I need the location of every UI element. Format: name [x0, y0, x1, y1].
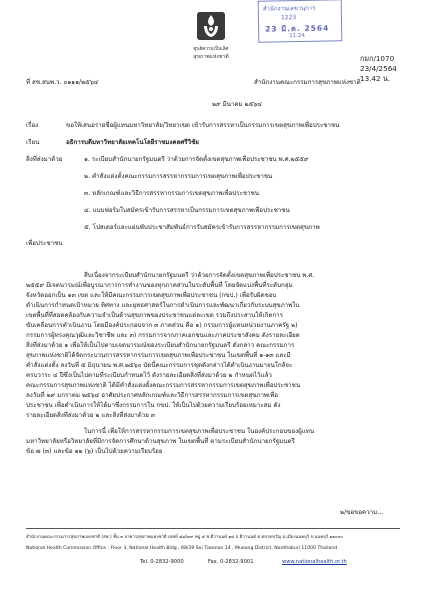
paragraph-line: มหาวิทยาลัยหรือวิทยาลัยที่มีการจัดการศึกษาด้านสุขภาพ ในเขตพื้นที่ ตามระเบียบสำนักนายกรัฐมนตรี [26, 438, 295, 445]
paragraph-line: คณะกรรมการสุขภาพแห่งชาติ ได้มีคำสั่งแต่งตั้งคณะกรรมการสรรหากรรมการเขตสุขภาพเพื่อประชาชน [26, 382, 301, 389]
handwritten-note [360, 54, 397, 84]
logo-text-line2: สุขภาพแห่งชาติ [193, 54, 229, 60]
received-stamp [258, 0, 343, 43]
recipient-text: อธิการบดีมหาวิทยาลัยเทคโนโลยีราชมงคลศรีวิชัย [66, 139, 199, 146]
paragraph-line: สุขภาพแห่งชาติได้จัดกระบวนการสรรหากรรมการเขตสุขภาพเพื่อประชาชน ในเขตพื้นที่ ๑-๑๓ และมี [26, 352, 291, 359]
paragraph-line: ลงวันที่ ๒๙ มกราคม ๒๕๖๔ อาศัยประกาศหลักเกณฑ์และวิธีการสรรหากรรมการเขตสุขภาพเพื่อ [26, 392, 278, 399]
enclosures-label: สิ่งที่ส่งมาด้วย [26, 156, 63, 163]
stamp-date: 23 มี.ค. 2564 [265, 23, 330, 34]
paragraph-line: สืบเนื่องจากระเบียบสำนักนายกรัฐมนตรี ว่าด้วยการจัดตั้งเขตสุขภาพเพื่อประชาชน พ.ศ. [84, 272, 315, 279]
enclosure-item: ๕. โปสเตอร์และแผ่นพับประชาสัมพันธ์การรับสมัครเข้ารับการสรรหากรรมการเขตสุขภาพ [84, 224, 320, 231]
footer-address-thai: สำนักงานคณะกรรมการสุขภาพแห่งชาติ (สช.) ชั้น ๓ อาคารสุขภาพแห่งชาติ เลขที่ ๘๘/๓๙ หมู่ ๔ ซ.ติวานนท์ ๑๔ ถ.ติวานนท์ ต.ตลาดขวัญ อ.เมืองนนทบุรี จ.นนทบุรี ๑๑๐๐๐ [26, 535, 343, 540]
subject-text: ขอให้เสนอรายชื่อผู้แทนมหาวิทยาลัย/วิทยาเขต เข้ารับการสรรหาเป็นกรรมการเขตสุขภาพเพื่อประชาชน [66, 122, 340, 129]
footer-divider [26, 528, 400, 529]
paragraph-line: ประชาชน เพื่อดำเนินการให้ได้มาซึ่งกรรมการใน กขป. ให้เป็นไปด้วยความเรียบร้อยเหมาะสม ดัง [26, 402, 281, 409]
document-number: ที่ สช.สนพ.ว. ๐๑๑๑/๒๕๖๔ [26, 79, 99, 86]
body-paragraph-1 [26, 271, 314, 421]
enclosure-item: ๒. คำสั่งแต่งตั้งคณะกรรมการสรรหากรรมการเขตสุขภาพเพื่อประชาชน [84, 173, 273, 180]
stamp-number: 1223 [280, 14, 297, 22]
paragraph-line: ขับเคลื่อนการดำเนินงาน โดยมีองค์ประกอบจาก ๓ ภาคส่วน คือ ๑) กรรมการผู้แทนหน่วยงานภาครัฐ ๒) [26, 322, 298, 329]
footer-fax: Fax. 0-2832-9001 [208, 559, 254, 565]
paragraph-line: กรรมการผู้ทรงคุณวุฒิและวิชาชีพ และ ๓) กรรมการจากภาคเอกชนและภาคประชาสังคม ดังรายละเอียด [26, 332, 300, 339]
logo-mark-icon [197, 12, 225, 40]
enclosure-item: ๑. ระเบียบสำนักนายกรัฐมนตรี ว่าด้วยการจัดตั้งเขตสุขภาพเพื่อประชาชน พ.ศ.๒๕๕๙ [84, 156, 309, 163]
paragraph-line: ครบวาระ ๔ ปีซึ่งเป็นไปตามที่ระเบียบกำหนดไว้ ดังรายละเอียดสิ่งที่ส่งมาด้วย ๒ กำหนดไว้แล้ว [26, 372, 272, 379]
footer-tel: Tel. 0-2832-9000 [140, 559, 184, 565]
handwritten-line: 23/4/2564 [360, 64, 397, 73]
logo-text-line1: ศูนย์ความเป็นเลิศ [193, 47, 229, 52]
paragraph-line: รายละเอียดสิ่งที่ส่งมาด้วย ๒ และสิ่งที่ส่งมาด้วย ๓ [26, 412, 156, 419]
document-date: ๒๙ มีนาคม ๒๕๖๔ [212, 101, 262, 108]
body-paragraph-2 [26, 427, 314, 457]
page-continue-marker: ๒/ขอขอความ... [340, 509, 384, 516]
stamp-office: สำนักงานเลขานุการ [262, 4, 316, 13]
office-name: สำนักงานคณะกรรมการสุขภาพแห่งชาติ [254, 79, 361, 86]
paragraph-line: ข้อ ๗ (๓) และข้อ ๑๒ (๖) เป็นไปด้วยความเรียบร้อย [26, 448, 163, 455]
paragraph-line: ๒๕๕๙ มีเจตนารมณ์เพื่อบูรณาการการทำงานของทุกภาคส่วนในระดับพื้นที่ โดยจัดแบ่งพื้นที่ระดับกลุ่ม [26, 282, 293, 289]
footer-website-link[interactable]: www.nationalhealth.or.th [282, 559, 347, 565]
paragraph-line: จังหวัดออกเป็น ๑๓ เขต และให้มีคณะกรรมการเขตสุขภาพเพื่อประชาชน (กขป.) เพื่อรับผิดชอบ [26, 292, 277, 299]
subject-label: เรื่อง [26, 122, 39, 129]
paragraph-line: คำสั่งแต่งตั้ง ลงวันที่ ๕ มิถุนายน พ.ศ.๒๕๖๐ บัดนี้คณะกรรมการชุดดังกล่าวได้ดำเนินงานมาจนใกล้จะ [26, 362, 293, 369]
footer-address-english: National Health Commission Office : Floor 3, National Health Bldg., 88/39 Soi Tiwanon 14 , Mueang District, Nonthaburi 11000 Thailand [26, 546, 338, 551]
stamp-time: 11.24 [289, 32, 306, 40]
paragraph-line: เขตพื้นที่ที่สอดคล้องกับความจำเป็นด้านสุขภาพของประชาชนแต่ละเขต รวมถึงประสานให้เกิดการ [26, 312, 283, 319]
paragraph-line: สิ่งที่ส่งมาด้วย ๑ เพื่อให้เป็นไปตามเจตนารมณ์ของระเบียบสำนักนายกรัฐมนตรี ดังกล่าว คณะกรรมการ [26, 342, 295, 349]
handwritten-line: 13.42 น. [360, 74, 391, 83]
paragraph-line: ดำเนินการกำหนดเป้าหมาย ทิศทาง และยุทธศาสตร์ในการดำเนินการและพัฒนาเกี่ยวกับระบบสุขภาพใน [26, 302, 300, 309]
paragraph-line: ในการนี้ เพื่อให้การสรรหากรรมการเขตสุขภาพเพื่อประชาชน ในองค์ประกอบของผู้แทน [84, 428, 315, 435]
enclosure-item: ๓. หลักเกณฑ์และวิธีการสรรหากรรมการเขตสุขภาพเพื่อประชาชน [84, 190, 259, 197]
handwritten-line: กมก/1070 [360, 54, 395, 63]
enclosure-item-continued: เพื่อประชาชน [26, 240, 63, 247]
organization-logo [185, 10, 237, 62]
to-label: เรียน [26, 139, 40, 146]
enclosure-item: ๔. แบบฟอร์มใบสมัครเข้ารับการสรรหาเป็นกรรมการเขตสุขภาพเพื่อประชาชน [84, 207, 290, 214]
